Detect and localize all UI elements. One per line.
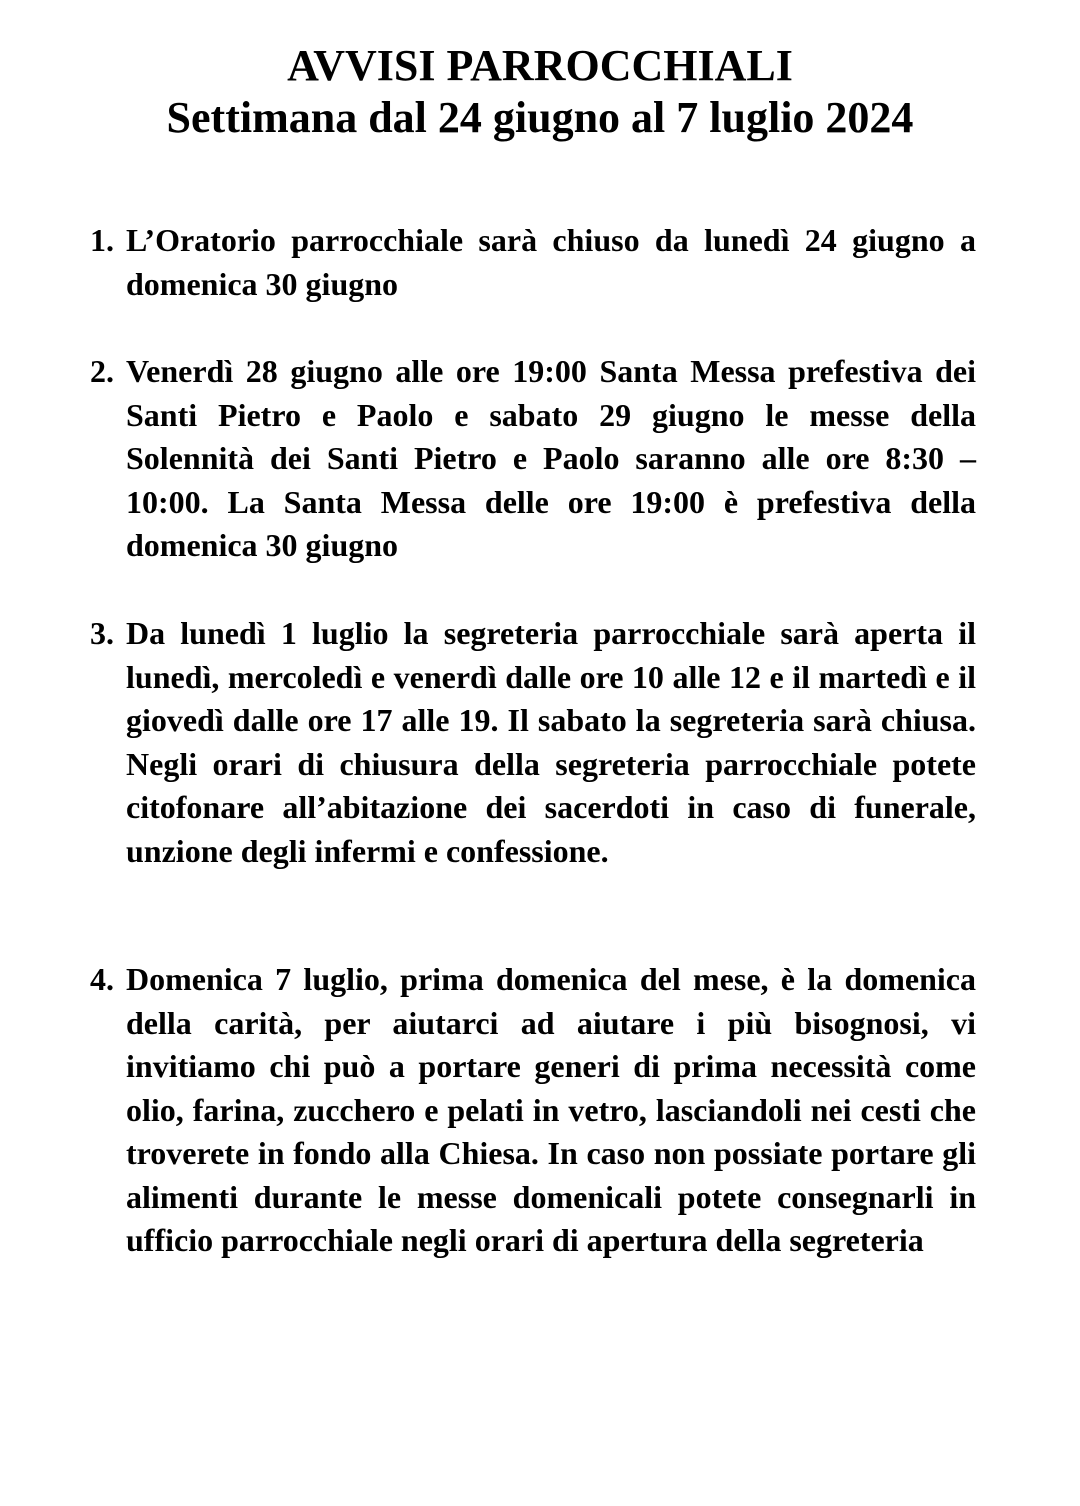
page-title: AVVISI PARROCCHIALI bbox=[287, 41, 793, 90]
notice-item-4 bbox=[90, 958, 976, 1263]
notice-number: 3. bbox=[90, 615, 114, 651]
notice-item-1 bbox=[90, 219, 976, 306]
notice-item-3 bbox=[90, 612, 976, 873]
header bbox=[0, 40, 1080, 144]
notice-text: L’Oratorio parrocchiale sarà chiuso da lunedì 24 giugno a domenica 30 giugno bbox=[126, 222, 976, 302]
notice-text: Da lunedì 1 luglio la segreteria parrocchiale sarà aperta il lunedì, mercoledì e venerdì dalle ore 10 alle 12 e il martedì e il giovedì dalle ore 17 alle 19. Il sabato la segreteria sarà chiusa. Negli orari di chiusura della segreteria parrocchiale potete citofonare all’abitazione dei sacerdoti in caso di funerale, unzione degli infermi e confessione. bbox=[126, 615, 976, 869]
notice-number: 4. bbox=[90, 961, 114, 997]
notice-item-2 bbox=[90, 350, 976, 568]
notice-number: 2. bbox=[90, 353, 114, 389]
page-subtitle: Settimana dal 24 giugno al 7 luglio 2024 bbox=[166, 93, 914, 142]
notice-text: Venerdì 28 giugno alle ore 19:00 Santa Messa prefestiva dei Santi Pietro e Paolo e sabato 29 giugno le messe della Solennità dei Santi Pietro e Paolo saranno alle ore 8:30 – 10:00. La Santa Messa delle ore 19:00 è prefestiva della domenica 30 giugno bbox=[126, 353, 976, 563]
notice-text: Domenica 7 luglio, prima domenica del mese, è la domenica della carità, per aiutarci ad aiutare i più bisognosi, vi invitiamo chi può a portare generi di prima necessità come olio, farina, zucchero e pelati in vetro, lasciandoli nei cesti che troverete in fondo alla Chiesa. In caso non possiate portare gli alimenti durante le messe domenicali potete consegnarli in ufficio parrocchiale negli orari di apertura della segreteria bbox=[126, 961, 976, 1258]
notice-number: 1. bbox=[90, 222, 114, 258]
